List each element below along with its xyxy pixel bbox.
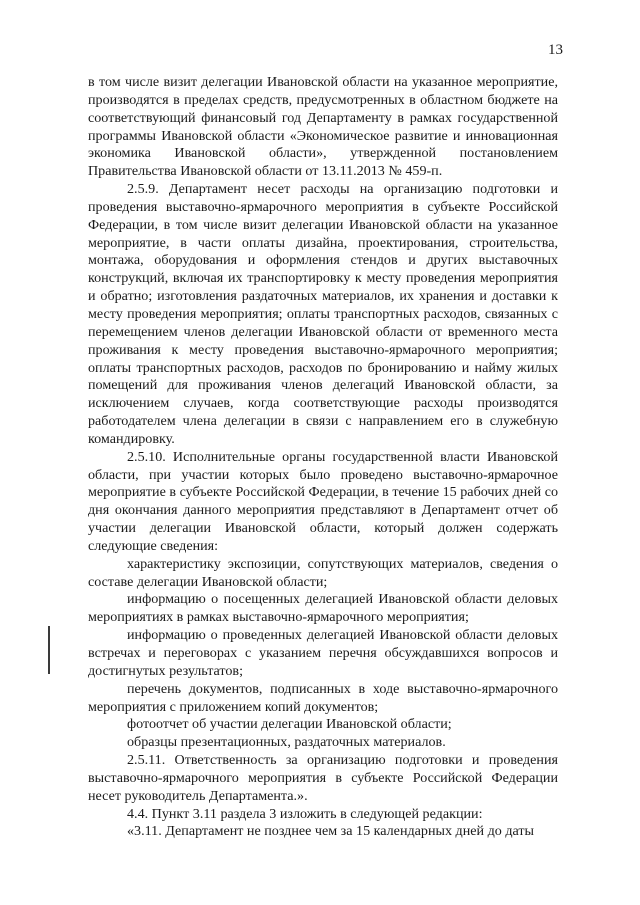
- margin-mark: [48, 626, 50, 674]
- page-number: 13: [548, 42, 563, 58]
- paragraph-2-5-11: 2.5.11. Ответственность за организацию подготовки и проведения выставочно-ярмарочного мероприятия в субъекте Российской Федерации несет руководитель Департамента.».: [88, 752, 558, 804]
- report-item-exposition: характеристику экспозиции, сопутствующих материалов, сведения о составе делегации Ивановской области;: [88, 555, 558, 590]
- report-item-samples: образцы презентационных, раздаточных материалов.: [127, 734, 446, 751]
- paragraph-4-4: 4.4. Пункт 3.11 раздела 3 изложить в следующей редакции:: [127, 805, 483, 822]
- report-item-meetings: информацию о проведенных делегацией Ивановской области деловых встречах и переговорах с указанием перечня обсуждавшихся вопросов и достигнутых результатов;: [88, 627, 558, 679]
- document-body: [88, 74, 558, 841]
- paragraph-1: в том числе визит делегации Ивановской области на указанное мероприятие, производятся в пределах средств, предусмотренных в областном бюджете на соответствующий финансовый год Департаменту в рамках государственной программы Ивановской области «Экономическое развитие и инновационная экономика Ивановской области», утвержденной постановлением Правительства Ивановской области от 13.11.2013 № 459-п.: [88, 74, 558, 180]
- report-item-photo: фотоотчет об участии делегации Ивановской области;: [127, 716, 452, 733]
- report-item-events: информацию о посещенных делегацией Ивановской области деловых мероприятиях в рамках выставочно-ярмарочного мероприятия;: [88, 591, 558, 626]
- paragraph-3-11: «3.11. Департамент не позднее чем за 15 календарных дней до даты: [127, 823, 535, 840]
- paragraph-2-5-10: 2.5.10. Исполнительные органы государственной власти Ивановской области, при участии которых было проведено выставочно-ярмарочное мероприятие в субъекте Российской Федерации, в течение 15 рабочих дней со дня окончания данного мероприятия представляют в Департамент отчет об участии делегации Ивановской области, который должен содержать следующие сведения:: [88, 448, 558, 554]
- paragraph-2-5-9: 2.5.9. Департамент несет расходы на организацию подготовки и проведения выставочно-ярмарочного мероприятия в субъекте Российской Федерации, в том числе визит делегации Ивановской области на указанное мероприятие, в части оплаты дизайна, проектирования, строительства, монтажа, оборудования и оформления стендов и других выставочных конструкций, включая их транспортировку к месту проведения мероприятия и обратно; изготовления раздаточных материалов, их хранения и доставки к месту проведения мероприятия; оплаты транспортных расходов, связанных с перемещением членов делегации Ивановской области от временного места проживания к месту проведения выставочно-ярмарочного мероприятия; оплаты транспортных расходов, расходов по бронированию и найму жилых помещений для проживания членов делегаций Ивановской области, за исключением случаев, когда соответствующие расходы производятся работодателем члена делегации в связи с направлением его в служебную командировку.: [88, 181, 558, 447]
- report-item-documents: перечень документов, подписанных в ходе выставочно-ярмарочного мероприятия с приложением копий документов;: [88, 680, 558, 715]
